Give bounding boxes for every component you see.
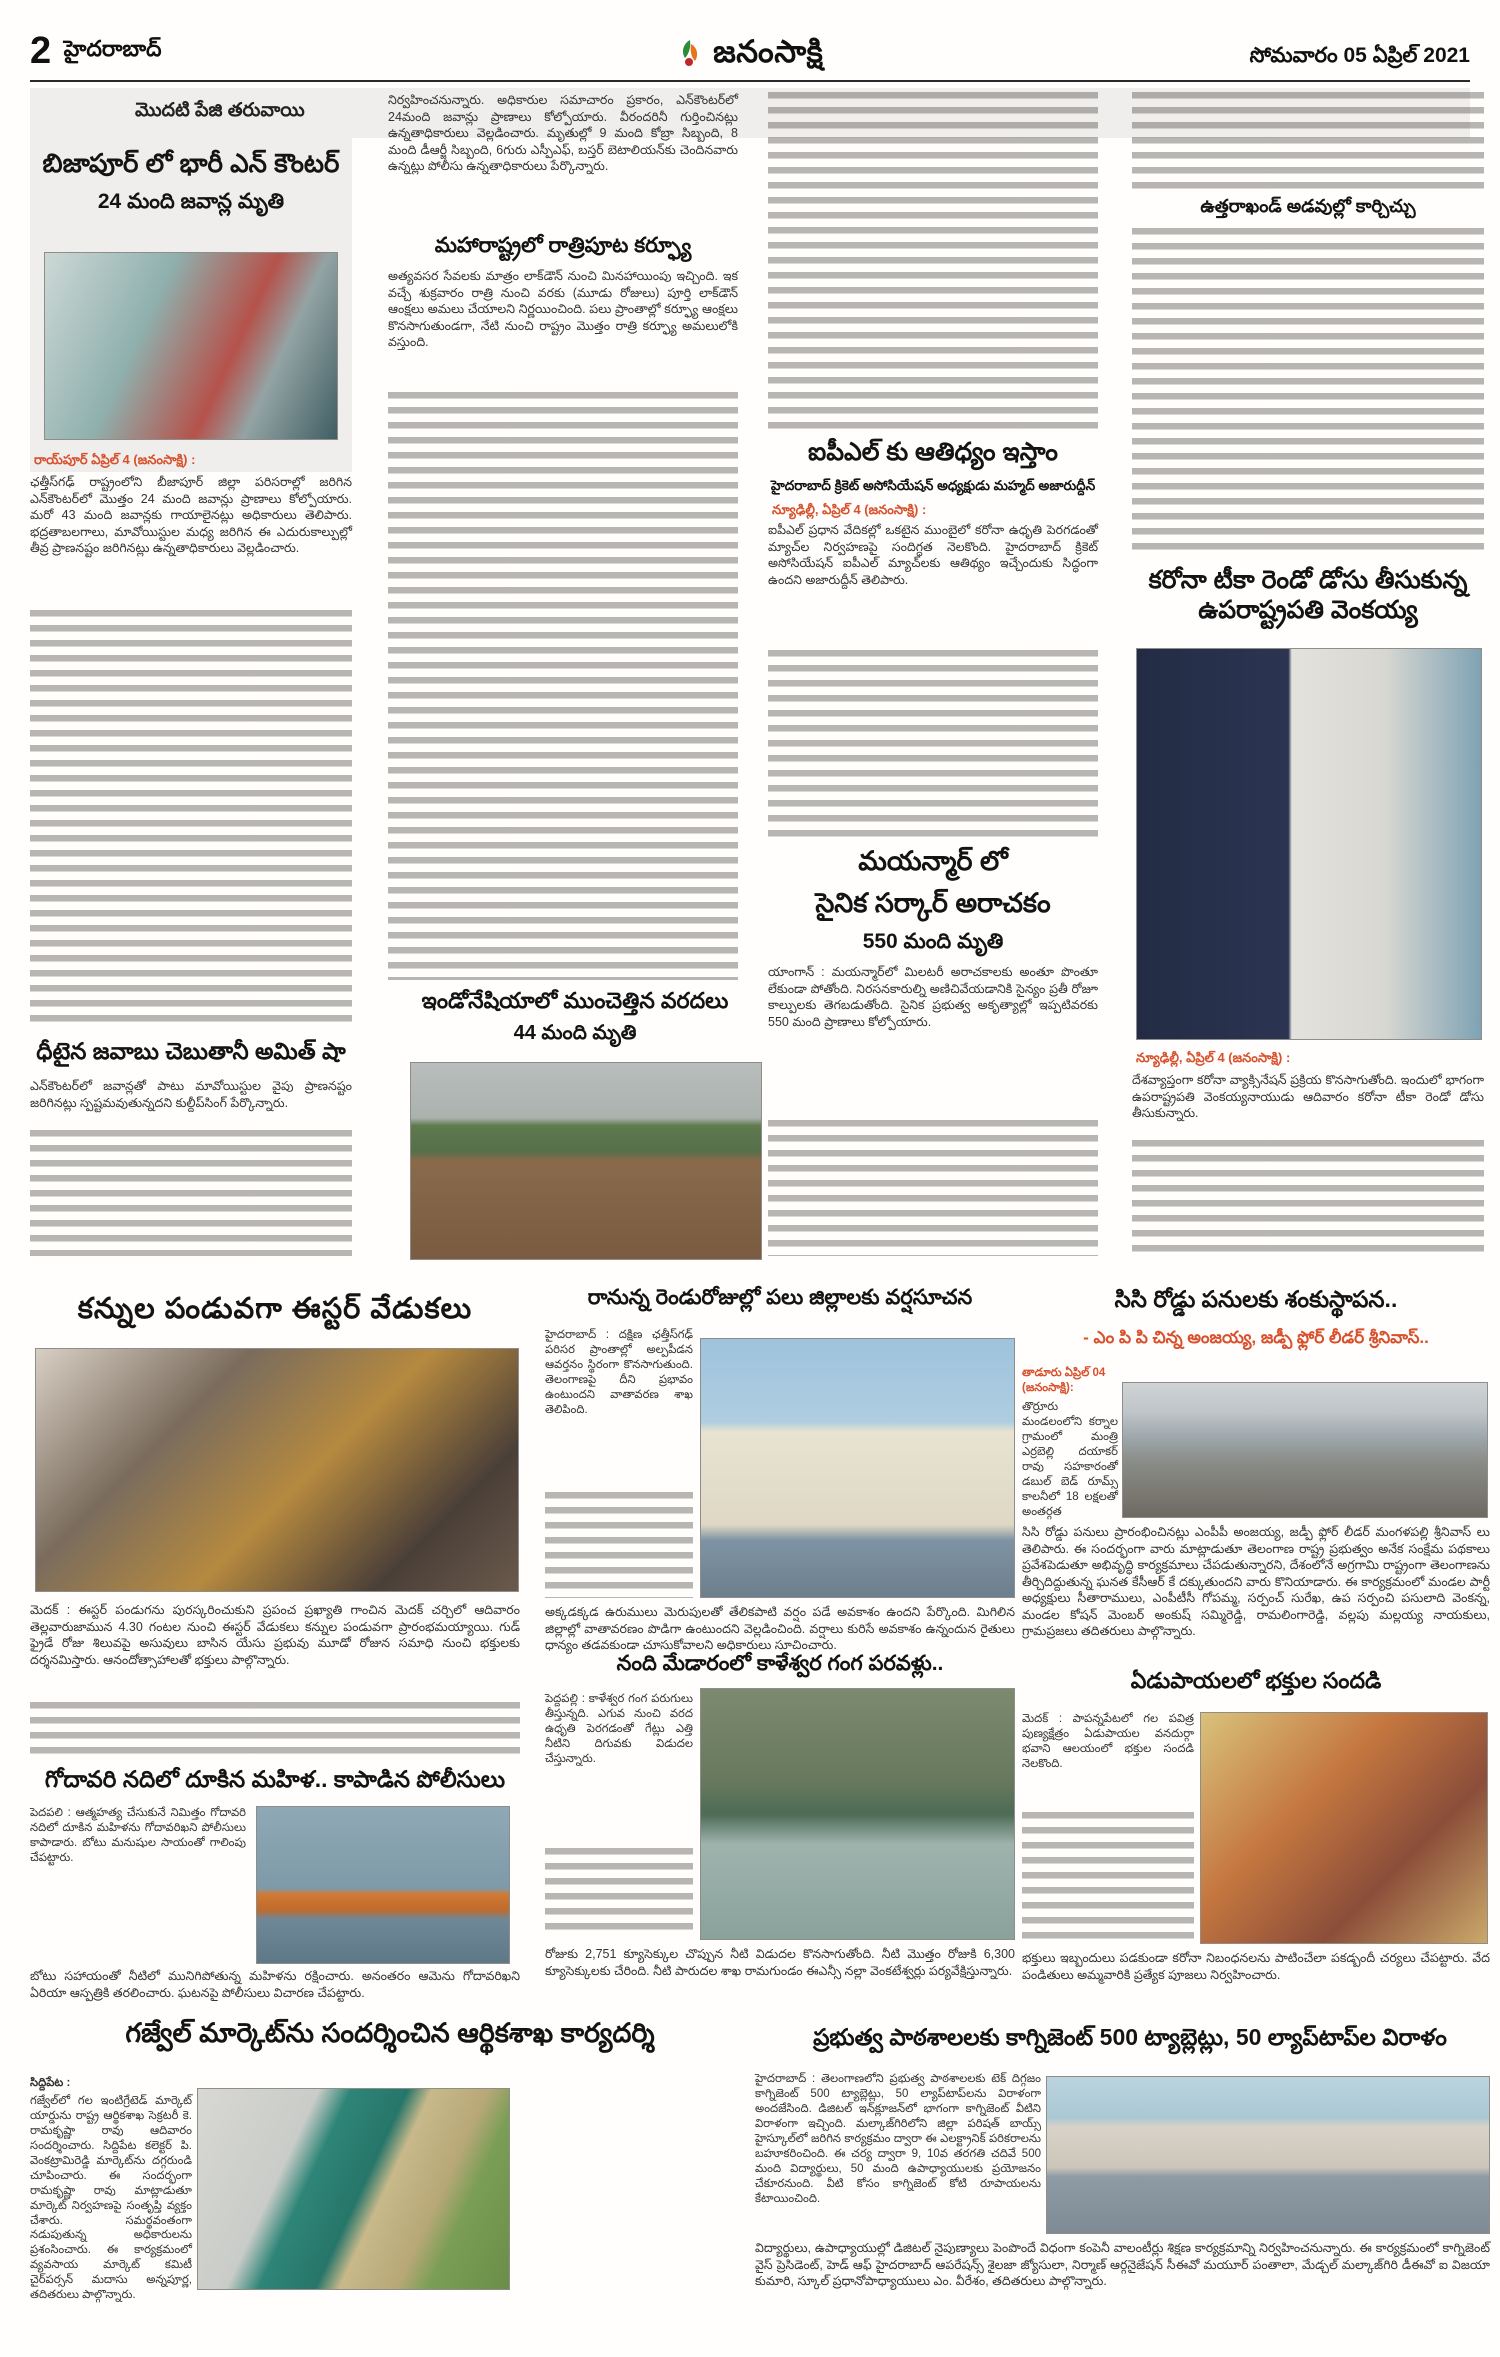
photo-bijapur-encounter [44,252,338,440]
headline-maharashtra: మహారాష్ట్రలో రాత్రిపూట కర్ఫ్యూ [434,234,692,257]
body-text-filler [768,1120,1098,1256]
masthead [580,34,920,77]
headline-cognizant: ప్రభుత్వ పాఠశాలలకు కాగ్నిజెంట్ 500 ట్యాబ్లెట్లు, 50 ల్యాప్‌టాప్‌ల విరాళం [813,2024,1447,2050]
masthead-logo-icon [677,38,703,73]
photo-gajwel-market [197,2088,510,2290]
body-text-filler [545,1492,693,1598]
dateline-ccroad: తాడూరు ఏప్రిల్ 04 (జనంసాక్షి): [1022,1367,1106,1394]
headline-godavari: గోదావరి నదిలో దూకిన మహిళ.. కాపాడిన పోలీసులు [44,1766,506,1792]
body-rain-wide: అక్కడక్కడ ఉరుములు మెరుపులతో తేలికపాటి వర్షం పడే అవకాశం ఉందని పేర్కొంది. మిగిలిన జిల్లాల్లో వాతావరణం పొడిగా ఉంటుందని వెల్లడించింది. వర్షాలు కురిసే అవకాశం ఉన్నందున రైతులు ధాన్యం తడవకుండా చూసుకోవాలని అధికారులు సూచించారు. [545,1605,1015,1652]
dateline-venkaiah: న్యూఢిల్లీ, ఏప్రిల్ 4 (జనంసాక్షి) : [1136,1050,1291,1065]
body-bijapur: ఛత్తీస్‌గఢ్ రాష్ట్రంలోని బీజాపూర్ జిల్లా పరిసరాల్లో జరిగిన ఎన్‌కౌంటర్‌లో మొత్తం 24 మంది జవాన్లు ప్రాణాలు కోల్పోయారు. మరో 43 మంది జవాన్లకు గాయాలైనట్లు అధికారులు తెలిపారు. భద్రతాబలగాలు, మావోయిస్టుల మధ్య జరిగిన ఈ ఎదురుకాల్పుల్లో తీవ్ర ప్రాణనష్టం జరిగినట్లు ఉన్నతాధికారులు వెల్లడించారు. [30,475,352,555]
body-text-filler [768,92,1098,432]
headline-easter: కన్నుల పండువగా ఈస్టర్ వేడుకలు [77,1293,473,1325]
headline-kaleshwara: నంది మేడారంలో కాళేశ్వర గంగ పరవళ్లు.. [616,1652,944,1675]
photo-cognizant-handover [1046,2076,1490,2234]
dateline-bijapur: రాయ్‌పూర్ ఏప్రిల్ 4 (జనంసాక్షి) : [34,452,196,467]
body-amit-shah: ఎన్‌కౌంటర్‌లో జవాన్లతో పాటు మావోయిస్టుల వైపు ప్రాణనష్టం జరిగినట్లు స్పష్టమవుతున్నదని కుల్దీప్‌సింగ్ పేర్కొన్నారు. [30,1079,352,1110]
photo-imd-building [700,1338,1015,1598]
dateline-ipl: న్యూఢిల్లీ, ఏప్రిల్ 4 (జనంసాక్షి) : [772,502,927,517]
headline-myanmar-2: సైనిక సర్కార్ అరాచకం [815,888,1051,918]
photo-kaleshwara-waters [700,1688,1015,1940]
headline-ipl: ఐపీఎల్ కు ఆతిధ్యం ఇస్తాం [808,438,1058,466]
body-godavari-wide: బోటు సహాయంతో నీటిలో మునిగిపోతున్న మహిళను రక్షించారు. అనంతరం ఆమెను గోదావరిఖని ఏరియా ఆస్పత్రికి తరలించారు. ఘటనపై పోలీసులు విచారణ చేపట్టారు. [30,1969,520,2000]
headline-amit-shah: ధీటైన జవాబు చెబుతానీ అమిత్ షా [36,1038,346,1064]
subhead-bijapur: 24 మంది జవాన్ల మృతి [97,190,285,213]
body-text-filler [30,1130,352,1256]
body-easter: మెదక్ : ఈస్టర్ పండుగను పురస్కరించుకుని ప్రపంచ ప్రఖ్యాతి గాంచిన మెదక్ చర్చిలో ఆదివారం తెల్లవారుజామున 4.30 గంటల నుంచి ఈస్టర్ వేడుకలు కన్నుల పండువగా ప్రారంభమయ్యాయి. గుడ్ ఫ్రైడే రోజు శిలువపై అసువులు బాసిన యేసు ప్రభువు మూడో రోజున సమాధి నుంచి భక్తులకు దర్శనమిస్తారు. ఆనందోత్సాహాలతో భక్తులు పాల్గొన్నారు. [30,1603,520,1667]
body-kaleshwara-wide: రోజుకు 2,751 క్యూసెక్కుల చొప్పున నీటి విడుదల కొనసాగుతోంది. నీటి మొత్తం రోజుకి 6,300 క్యూసెక్కులకు చేరింది. నీటి పారుదల శాఖ రామగుండం ఈఎన్సీ నల్లా వెంకటేశ్వర్లు పర్యవేక్షిస్తున్నారు. [545,1947,1015,1978]
headline-bijapur: బిజాపూర్ లో భారీ ఎన్ కౌంటర్ [42,148,340,178]
body-venkaiah: దేశవ్యాప్తంగా కరోనా వ్యాక్సినేషన్ ప్రక్రియ కొనసాగుతోంది. ఇందులో భాగంగా ఉపరాష్ట్రపతి వెంకయ్యనాయుడు ఆదివారం కరోనా టీకా రెండో డోసు తీసుకున్నారు. [1132,1073,1484,1120]
body-text-filler [30,610,352,1030]
body-text-filler [768,650,1098,840]
body-bijapur-continued: నిర్వహించనున్నారు. అధికారుల సమాచారం ప్రకారం, ఎన్‌కౌంటర్‌లో 24మంది జవాన్లు ప్రాణాలు కోల్పోయారు. వీరందరినీ గుర్తించినట్లు ఉన్నతాధికారులు వెల్లడించారు. మృతుల్లో 9 మంది కోబ్రా సిబ్బంది, 8 మంది డీఆర్జీ సిబ్బంది, 6గురు ఎస్పీఎఫ్, బస్తర్ బెటాలియన్‌కు చెందినవారు ఉన్నట్లు పోలీసు ఉన్నతాధికారులు పేర్కొన్నారు. [388,93,738,173]
body-ipl: ఐపీఎల్ ప్రధాన వేదికల్లో ఒకటైన ముంబైలో కరోనా ఉధృతి పెరగడంతో మ్యాచ్‌ల నిర్వహణపై సందిగ్ధత నెలకొంది. హైదరాబాద్ క్రికెట్ అసోసియేషన్ ఐపీఎల్ మ్యాచ్‌లకు ఆతిథ్యం ఇచ్చేందుకు సిద్ధంగా ఉందని అజారుద్దీన్ తెలిపారు. [768,523,1098,587]
section-label: హైదరాబాద్ [63,36,162,61]
headline-venkaiah: కరోనా టీకా రెండో డోసు తీసుకున్న ఉపరాష్ట్రపతి వెంకయ్య [1148,566,1468,624]
body-text-filler [1132,92,1484,190]
header-left [30,30,450,73]
body-myanmar: యాంగాన్ : మయన్మార్‌లో మిలటరీ అరాచకాలకు అంతూ పొంతూ లేకుండా పోతోంది. నిరసనకారుల్ని అణిచివేయడానికి సైన్యం ప్రతీ రోజూ కాల్పులకు తెగబడుతోంది. సైనిక ప్రభుత్వ అకృత్యాల్లో ఇప్పటివరకు 550 మంది ప్రాణాలు కోల్పోయారు. [768,965,1098,1029]
body-ccroad-wide: సిసి రోడ్డు పనులు ప్రారంభించినట్లు ఎంపీపీ అంజయ్య, జడ్పీ ఫ్లోర్ లీడర్ మంగళపల్లి శ్రీనివాస్ లు తెలిపారు. ఈ సందర్భంగా వారు మాట్లాడుతూ తెలంగాణ రాష్ట్ర ప్రభుత్వం అనేక సంక్షేమ పథకాలు ప్రవేశపెడుతూ అభివృద్ధి కార్యక్రమాలు చేపడుతున్నారని, దేశంలోనే అగ్రగామి రాష్ట్రంగా తెలంగాణను తీర్చిదిద్దుతున్న ఘనత కేసీఆర్ కే దక్కుతుందని వారు కొనియాడారు. ఈ కార్యక్రమంలో మండల పార్టీ అధ్యక్షులు సీతారాములు, ఎంపీటీసీ గోపమ్మ, సర్పంచ్ సురేఖ, ఉప సర్పంచి పసులాది వెంకన్న, మండల కోషన్ మెంబర్ అంకుష్ సమ్మిరెడ్డి, రామలింగారెడ్డి, వల్లపు మల్లయ్య నాయకులు, గ్రామప్రజలు తదితరులు పాల్గొన్నారు. [1022,1525,1490,1638]
photo-godavari-rescue [256,1806,510,1964]
body-text-filler [545,1848,693,1938]
body-text-filler [388,392,738,980]
photo-indonesia-floods [410,1062,762,1260]
body-gajwel: గజ్వేల్‌లో గల ఇంటిగ్రేటెడ్ మార్కెట్ యార్డును రాష్ట్ర ఆర్థికశాఖ సెక్రటరీ కె. రామకృష్ణా రావు ఆదివారం సందర్శించారు. సిద్దిపేట కలెక్టర్ పి. వెంకట్రామిరెడ్డి మార్కెట్‌ను దగ్గరుండి చూపించారు. ఈ సందర్భంగా రామకృష్ణా రావు మాట్లాడుతూ మార్కెట్ నిర్వహణపై సంతృప్తి వ్యక్తం చేశారు. సమర్థవంతంగా నడుపుతున్న అధికారులను ప్రశంసించారు. ఈ కార్యక్రమంలో వ్యవసాయ మార్కెట్ కమిటీ చైర్‌పర్సన్ మదాసు అన్నపూర్ణ, తదితరులు పాల్గొన్నారు. [30,2095,192,2302]
strap-ipl: హైదరాబాద్ క్రికెట్ అసోసియేషన్ అధ్యక్షుడు మహ్మద్ అజారుద్దీన్ [770,478,1096,493]
headline-gajwel: గజ్వేల్ మార్కెట్‌ను సందర్శించిన ఆర్థికశాఖ కార్యదర్శి [125,2018,655,2048]
subhead-ccroad: - ఎం పి పి చిన్న అంజయ్య, జడ్పీ ఫ్లోర్ లీడర్ శ్రీనివాస్.. [1083,1328,1429,1347]
body-text-filler [1132,228,1484,558]
header-rule [30,80,1470,82]
photo-venkaiah-vaccination [1136,648,1482,1040]
body-maharashtra: అత్యవసర సేవలకు మాత్రం లాక్‌డౌన్ నుంచి మినహాయింపు ఇచ్చింది. ఇక వచ్చే శుక్రవారం రాత్రి నుంచి వరకు (మూడు రోజులు) పూర్తి లాక్‌డౌన్ ఆంక్షలు అమలు చేయాలని నిర్ణయించింది. పలు ప్రాంతాల్లో కర్ఫ్యూ ఆంక్షలు కొనసాగుతుండగా, నేటి నుంచి రాష్ట్రం మొత్తం రాత్రి కర్ఫ్యూ అమలులోకి వస్తుంది. [388,269,738,349]
body-cognizant: హైదరాబాద్ : తెలంగాణలోని ప్రభుత్వ పాఠశాలలకు టెక్ దిగ్గజం కాగ్నిజెంట్ 500 ట్యాబ్లెట్లు, 50 ల్యాప్‌టాప్‌లను విరాళంగా అందజేసింది. డిజిటల్ ఇన్‌క్లూజన్‌లో భాగంగా కాగ్నిజెంట్ వీటిని విరాళంగా ఇచ్చింది. మల్కాజ్‌గిరిలోని జిల్లా పరిషత్ బాయ్స్ హైస్కూల్‌లో జరిగిన కార్యక్రమం ద్వారా ఈ ఎలక్ట్రానిక్ పరికరాలను బహూకరించింది. ఈ చర్య ద్వారా 9, 10వ తరగతి చదివే 500 మంది విద్యార్థులు, 50 మంది ఉపాధ్యాయులకు ప్రయోజనం చేకూరనుంది. వీటి కోసం కాగ్నిజెంట్ కోటి రూపాయలను కేటాయించింది. [755,2073,1041,2205]
headline-rain: రానున్న రెండురోజుల్లో పలు జిల్లాలకు వర్షసూచన [587,1286,973,1309]
subhead-indonesia: 44 మంది మృతి [513,1022,637,1044]
headline-myanmar-3: 550 మంది మృతి [862,930,1004,953]
photo-easter-celebrations [35,1348,519,1592]
body-edupayala-wide: భక్తులు ఇబ్బందులు పడకుండా కరోనా నిబంధనలను పాటించేలా పకడ్బందీ చర్యలు చేపట్టారు. వేద పండితులు అమ్మవారికి ప్రత్యేక పూజలు నిర్వహించారు. [1022,1951,1490,1982]
headline-ccroad: సిసి రోడ్డు పనులకు శంకుస్థాపన.. [1114,1286,1398,1312]
body-godavari: పెదపలి : ఆత్మహత్య చేసుకునే నిమిత్తం గోదావరి నదిలో దూకిన మహిళను గోదావరిఖని పోలీసులు కాపాడారు. బోటు మనుషుల సాయంతో గాలింపు చేపట్టారు. [30,1807,246,1864]
body-ccroad: తొర్రూరు మండలంలోని కర్నాల గ్రామంలో మంత్రి ఎర్రబెల్లి దయాకర్ రావు సహకారంతో డబుల్ బెడ్ రూమ్స్ కాలనీలో 18 లక్షలతో అంతర్గత [1022,1401,1118,1518]
body-kaleshwara: పెద్దపల్లి : కాళేశ్వర గంగ పరుగులు తీస్తున్నది. ఎగువ నుంచి వరద ఉధృతి పెరగడంతో గేట్లు ఎత్తి నీటిని దిగువకు విడుదల చేస్తున్నారు. [545,1693,693,1765]
body-text-filler [1022,1812,1194,1942]
headline-myanmar-1: మయన్మార్ లో [858,846,1008,876]
body-rain: హైదరాబాద్ : దక్షిణ ఛత్తీస్‌గఢ్ పరిసర ప్రాంతాల్లో అల్పపీడన ఆవర్తనం స్థిరంగా కొనసాగుతుంది. తెలంగాణపై దీని ప్రభావం ఉంటుందని వాతావరణ శాఖ తెలిపింది. [545,1329,693,1416]
dateline-gajwel: సిద్దిపేట : [30,2077,71,2089]
body-cognizant-wide: విద్యార్థులు, ఉపాధ్యాయుల్లో డిజిటల్ నైపుణ్యాలు పెంపొందే విధంగా కంపెనీ వాలంటీర్లు శిక్షణ కార్యక్రమాన్ని నిర్వహించనున్నారు. ఈ కార్యక్రమంలో కాగ్నిజెంట్ వైస్ ప్రెసిడెంట్, హెడ్ ఆఫ్ హైదరాబాద్ ఆపరేషన్స్ శైలజా జ్యోసులా, నిర్మాణ్ ఆర్గనైజేషన్ సీఈవో మయూర్ పంతాలా, మేడ్చల్ మల్కాజ్‌గిరి డీఈవో ఐ విజయా కుమారి, స్కూల్ ప్రధానోపాధ్యాయులు ఎం. వీరేశం, తదితరులు పాల్గొన్నారు. [755,2241,1490,2288]
continuation-label: మొదటి పేజి తరువాయి [135,100,305,121]
subhead-uttarakhand: ఉత్తరాఖండ్ అడవుల్లో కార్చిచ్చు [1200,196,1416,216]
masthead-title: జనంసాక్షి [713,34,824,69]
body-edupayala: మెదక్ : పాపన్నపేటలో గల పవిత్ర పుణ్యక్షేత్రం ఏడుపాయల వనదుర్గా భవాని ఆలయంలో భక్తుల సందడి నెలకొంది. [1022,1713,1194,1770]
headline-indonesia: ఇండోనేషియాలో ముంచెత్తిన వరదలు [421,988,729,1013]
body-text-filler [30,1702,520,1758]
photo-ccroad-foundation [1122,1382,1488,1518]
edition-date: సోమవారం 05 ఏప్రిల్ 2021 [1249,44,1470,67]
photo-edupayala-temple [1200,1712,1488,1944]
page-number: 2 [30,30,52,72]
body-text-filler [1132,1140,1484,1256]
headline-edupayala: ఏడుపాయలలో భక్తుల సందడి [1130,1668,1382,1693]
